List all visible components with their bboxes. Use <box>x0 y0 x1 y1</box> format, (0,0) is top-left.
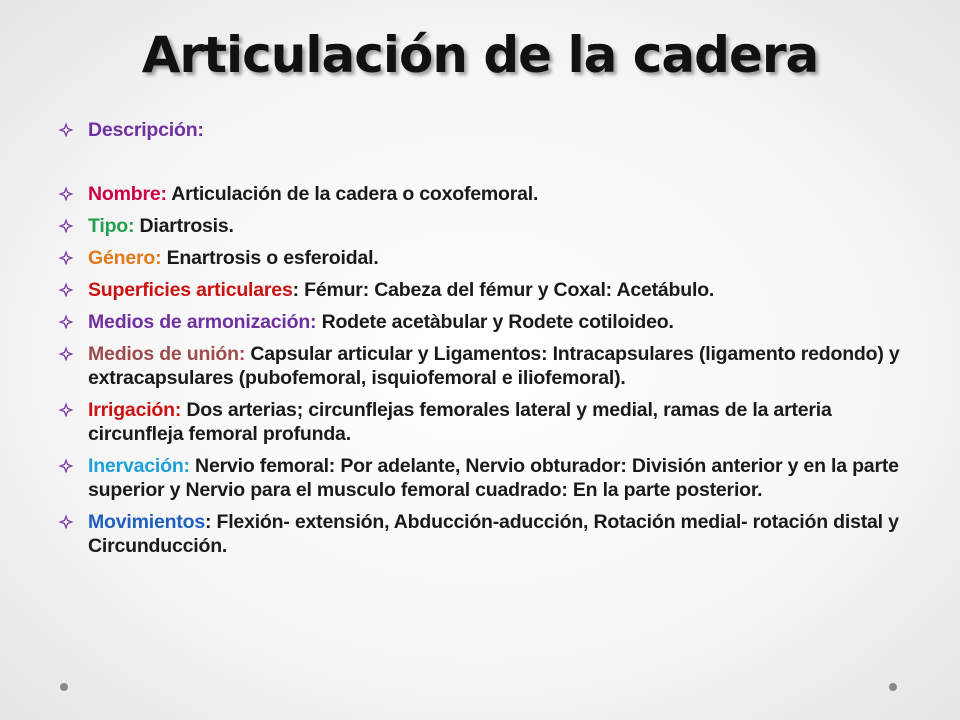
bullet-item-inervacion <box>58 454 928 502</box>
diamond-bullet-icon <box>58 282 74 298</box>
item-text: Dos arterias; circunflejas femorales lateral y medial, ramas de la arteria circunfleja femoral profunda. <box>88 399 832 445</box>
diamond-bullet-icon <box>58 186 74 202</box>
bullet-list <box>58 118 928 566</box>
item-text: Articulación de la cadera o coxofemoral. <box>166 183 539 205</box>
diamond-bullet-icon <box>58 122 74 138</box>
item-text: Rodete acetàbular y Rodete cotiloideo. <box>316 311 674 333</box>
slide-title: Articulación de la cadera <box>141 26 819 84</box>
diamond-bullet-icon <box>58 346 74 362</box>
bullet-item-descripcion <box>58 118 928 142</box>
item-text: Diartrosis. <box>134 215 234 237</box>
bullet-item-superficies <box>58 278 928 302</box>
item-text: Capsular articular y Ligamentos: Intracapsulares (ligamento redondo) y extracapsulares (pubofemoral, isquiofemoral e iliofemoral). <box>88 343 900 389</box>
diamond-bullet-icon <box>58 218 74 234</box>
bullet-item-irrigacion <box>58 398 928 446</box>
item-label: Medios de unión: <box>88 343 246 365</box>
bullet-item-armonizacion <box>58 310 928 334</box>
item-label: Género: <box>88 247 162 269</box>
bullet-item-movimientos <box>58 510 928 558</box>
item-label: Superficies articulares <box>88 279 293 301</box>
item-label: Nombre: <box>88 183 167 205</box>
item-label: Medios de armonización: <box>88 311 317 333</box>
item-text: : Fémur: Cabeza del fémur y Coxal: Acetábulo. <box>292 279 715 301</box>
left-corner-dot <box>60 683 68 691</box>
item-label: Descripción: <box>88 119 204 141</box>
item-text: Nervio femoral: Por adelante, Nervio obturador: División anterior y en la parte superior y Nervio para el musculo femoral cuadrado: En la parte posterior. <box>88 455 899 501</box>
right-corner-dot <box>889 683 897 691</box>
item-text: Enartrosis o esferoidal. <box>161 247 379 269</box>
diamond-bullet-icon <box>58 458 74 474</box>
diamond-bullet-icon <box>58 250 74 266</box>
bullet-item-genero <box>58 246 928 270</box>
diamond-bullet-icon <box>58 514 74 530</box>
diamond-bullet-icon <box>58 402 74 418</box>
bullet-item-union <box>58 342 928 390</box>
diamond-bullet-icon <box>58 314 74 330</box>
item-text: : Flexión- extensión, Abducción-aducción, Rotación medial- rotación distal y Circunducción. <box>88 511 899 557</box>
item-label: Tipo: <box>88 215 135 237</box>
item-label: Movimientos <box>88 511 205 533</box>
item-label: Irrigación: <box>88 399 182 421</box>
bullet-item-tipo <box>58 214 928 238</box>
item-label: Inervación: <box>88 455 190 477</box>
bullet-item-nombre <box>58 182 928 206</box>
